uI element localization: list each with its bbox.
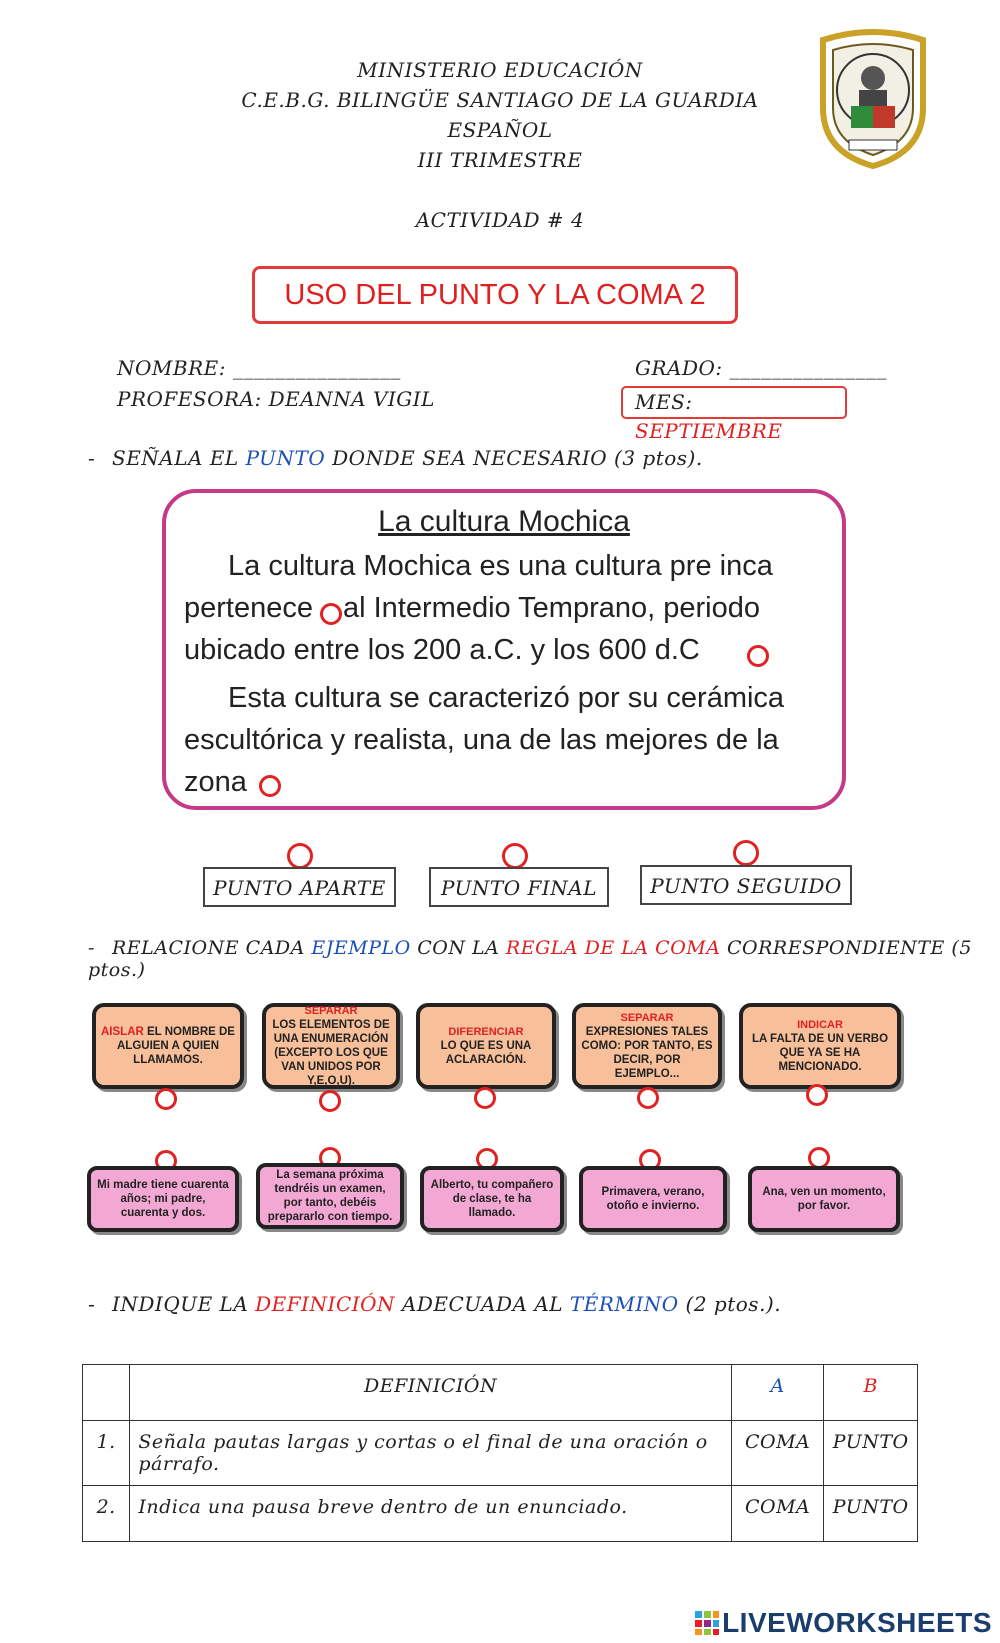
bullet-dash: - (88, 1292, 96, 1316)
rule-body: LO QUE ES UNA ACLARACIÓN. (440, 1040, 532, 1066)
match-circle[interactable] (474, 1087, 496, 1109)
liveworksheets-icon (694, 1610, 720, 1636)
month-value: SEPTIEMBRE (635, 419, 783, 443)
row-number: 2. (83, 1486, 130, 1542)
subject-line: ESPAÑOL (447, 118, 553, 142)
option-punto-seguido[interactable]: PUNTO SEGUIDO (640, 865, 852, 905)
rule-body: EXPRESIONES TALES COMO: POR TANTO, ES DECIR, POR EJEMPLO... (581, 1026, 713, 1080)
month-label: MES: (635, 390, 693, 414)
reading-line: ubicado entre los 200 a.C. y los 600 d.C (184, 634, 700, 666)
reading-title: La cultura Mochica (378, 505, 630, 538)
grade-field: GRADO: _______________ (635, 356, 888, 380)
example-card: Primavera, verano, otoño e invierno. (579, 1166, 727, 1232)
reading-line: zona (184, 766, 247, 798)
reading-line (184, 587, 760, 629)
instruction-text: CORRESPONDIENTE (5 ptos.) (88, 937, 972, 981)
option-b-cell[interactable]: PUNTO (824, 1486, 918, 1542)
instruction-keyword: DEFINICIÓN (255, 1292, 396, 1316)
name-field: NOMBRE: ________________ (117, 356, 401, 380)
answer-circle[interactable] (502, 843, 528, 869)
instruction-keyword: REGLA DE LA COMA (505, 937, 721, 959)
rule-heading: INDICAR (797, 1019, 843, 1031)
instruction-keyword: TÉRMINO (569, 1292, 679, 1316)
instruction-text: CON LA (410, 937, 506, 959)
column-header-b: B (824, 1365, 918, 1421)
reading-passage-box (162, 489, 846, 810)
rule-heading: SEPARAR (620, 1012, 674, 1024)
comma-rule-card (262, 1003, 400, 1089)
instruction-3 (88, 1292, 781, 1316)
example-card: Ana, ven un momento, por favor. (748, 1166, 900, 1232)
column-header-definition: DEFINICIÓN (130, 1365, 731, 1421)
instruction-text: (2 ptos.). (678, 1292, 782, 1316)
comma-rule-card (92, 1003, 244, 1089)
reading-fragment: pertenece (184, 592, 313, 624)
bullet-dash: - (88, 446, 96, 470)
match-circle[interactable] (155, 1088, 177, 1110)
example-card: Alberto, tu compañero de clase, te ha llamado. (420, 1166, 564, 1232)
option-punto-aparte[interactable]: PUNTO APARTE (203, 867, 396, 907)
ministry-line: MINISTERIO EDUCACIÓN (357, 58, 643, 82)
activity-number: ACTIVIDAD # 4 (415, 208, 585, 232)
brand-name: LIVEWORKSHEETS (722, 1607, 992, 1638)
reading-line: Esta cultura se caracterizó por su cerámica (228, 682, 785, 714)
answer-circle[interactable] (259, 775, 281, 797)
term-line: III TRIMESTRE (417, 148, 583, 172)
option-b-cell[interactable]: PUNTO (824, 1421, 918, 1486)
table-header-row (83, 1365, 918, 1421)
table-row (83, 1486, 918, 1542)
reading-line: escultórica y realista, una de las mejores de la (184, 724, 779, 756)
definition-text: Indica una pausa breve dentro de un enunciado. (130, 1486, 731, 1542)
table-row (83, 1421, 918, 1486)
comma-rule-card (739, 1003, 901, 1089)
rule-body: LA FALTA DE UN VERBO QUE YA SE HA MENCIONADO. (751, 1033, 889, 1073)
instruction-text: RELACIONE CADA (112, 937, 312, 959)
match-circle[interactable] (806, 1084, 828, 1106)
reading-fragment: al Intermedio Temprano, periodo (343, 592, 760, 624)
example-card: Mi madre tiene cuarenta años; mi padre, cuarenta y dos. (87, 1166, 239, 1232)
answer-circle[interactable] (733, 840, 759, 866)
instruction-1 (88, 446, 703, 470)
table-cell (83, 1365, 130, 1421)
answer-circle[interactable] (287, 843, 313, 869)
column-header-a: A (731, 1365, 824, 1421)
definition-table (82, 1364, 918, 1542)
rule-heading: SEPARAR (304, 1005, 358, 1017)
reading-line: La cultura Mochica es una cultura pre inca (228, 550, 773, 582)
comma-rule-card (416, 1003, 556, 1089)
rule-heading: DIFERENCIAR (448, 1026, 524, 1038)
option-a-cell[interactable]: COMA (731, 1421, 824, 1486)
answer-circle[interactable] (747, 645, 769, 667)
teacher-label: PROFESORA: DEANNA VIGIL (117, 387, 435, 411)
match-circle[interactable] (637, 1087, 659, 1109)
option-a-cell[interactable]: COMA (731, 1486, 824, 1542)
instruction-text: DONDE SEA NECESARIO (3 ptos). (325, 446, 703, 470)
rule-body: EL NOMBRE DE ALGUIEN A QUIEN LLAMAMOS. (116, 1026, 235, 1066)
option-punto-final[interactable]: PUNTO FINAL (429, 867, 609, 907)
definition-text: Señala pautas largas y cortas o el final de una oración o párrafo. (130, 1421, 731, 1486)
instruction-keyword: PUNTO (245, 446, 326, 470)
instruction-text: SEÑALA EL (112, 446, 246, 470)
bullet-dash: - (88, 937, 95, 959)
match-circle[interactable] (319, 1090, 341, 1112)
worksheet-title: USO DEL PUNTO Y LA COMA 2 (252, 266, 738, 324)
rule-body: LOS ELEMENTOS DE UNA ENUMERACIÓN (EXCEPTO LOS QUE VAN UNIDOS POR Y,E,O,U). (272, 1019, 390, 1087)
instruction-keyword: EJEMPLO (311, 937, 411, 959)
instruction-text: ADECUADA AL (395, 1292, 570, 1316)
month-box (621, 386, 847, 443)
rule-heading: AISLAR (101, 1026, 144, 1038)
liveworksheets-brand (694, 1607, 992, 1639)
answer-circle[interactable] (320, 603, 342, 625)
instruction-2 (88, 937, 1000, 981)
example-card: La semana próxima tendréis un examen, por tanto, debéis prepararlo con tiempo. (256, 1163, 404, 1229)
rule-text (100, 1025, 236, 1067)
comma-rule-card (572, 1003, 722, 1089)
school-name: C.E.B.G. BILINGÜE SANTIAGO DE LA GUARDIA (241, 88, 759, 112)
row-number: 1. (83, 1421, 130, 1486)
instruction-text: INDIQUE LA (112, 1292, 256, 1316)
